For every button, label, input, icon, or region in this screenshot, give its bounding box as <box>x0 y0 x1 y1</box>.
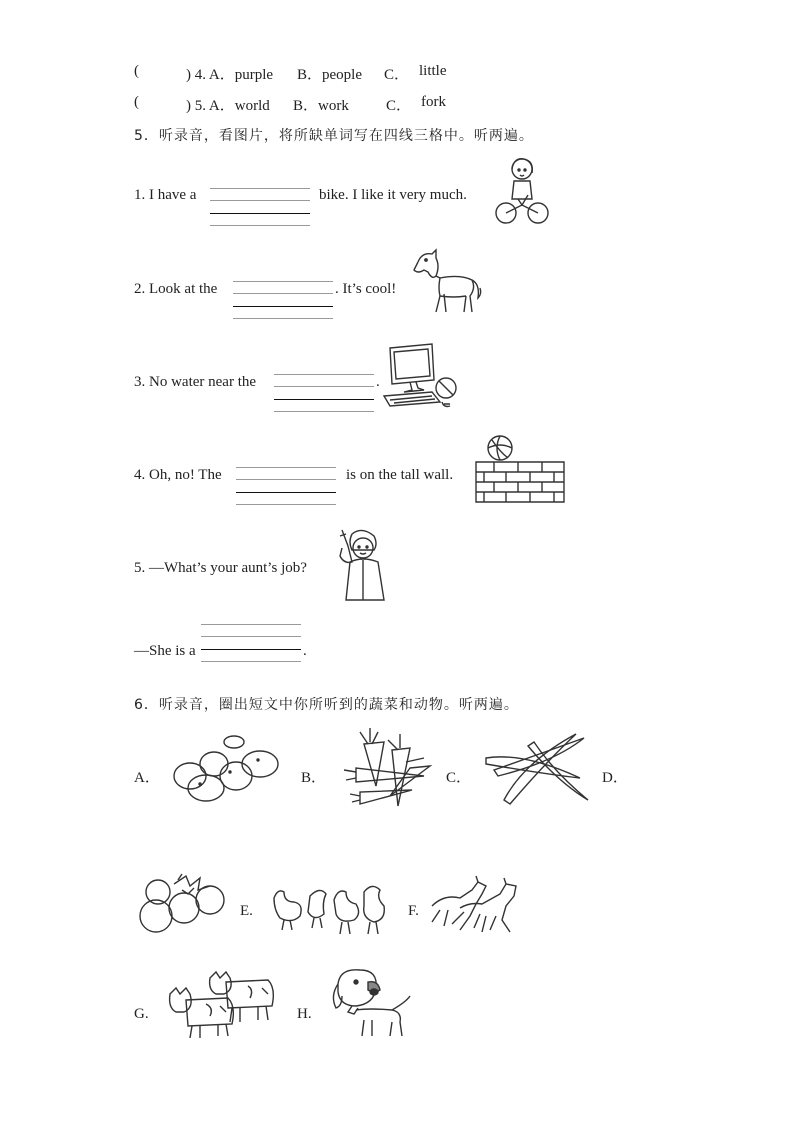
four-line-grid-2[interactable] <box>233 281 333 319</box>
sentence-5-answer-end: . <box>303 643 307 659</box>
nurse-icon <box>334 528 386 602</box>
answer-paren[interactable]: ( <box>134 63 139 79</box>
sentence-1-end: bike. I like it very much. <box>319 187 467 203</box>
option-a: ) 5. A．world <box>186 98 270 114</box>
four-line-grid-5[interactable] <box>201 624 301 662</box>
horse-icon <box>410 248 484 320</box>
option-b-label[interactable]: B． <box>301 770 327 786</box>
section-6-heading: 6．听录音，圈出短文中你所听到的蔬菜和动物。听两遍。 <box>134 697 519 713</box>
option-c-label[interactable]: C． <box>446 770 472 786</box>
option-a-label[interactable]: A． <box>134 770 160 786</box>
sentence-4-end: is on the tall wall. <box>346 467 454 483</box>
computer-icon <box>380 344 464 416</box>
option-c-label: C． <box>384 67 410 83</box>
chickens-icon <box>270 882 392 938</box>
sentence-3-start: 3. No water near the <box>134 374 257 390</box>
option-a: ) 4. A．purple <box>186 67 274 83</box>
cows-icon <box>168 968 280 1040</box>
option-f-label[interactable]: F. <box>408 903 419 919</box>
option-b: B．work <box>293 98 349 114</box>
option-c-label: C． <box>386 98 412 114</box>
option-e-label[interactable]: E. <box>240 903 253 919</box>
ball-on-wall-icon <box>474 434 566 504</box>
horses-icon <box>430 876 524 936</box>
sentence-5-question: 5. —What’s your aunt’s job? <box>134 560 307 576</box>
sentence-2-start: 2. Look at the <box>134 281 218 297</box>
option-c-word: fork <box>421 94 446 110</box>
section-5-heading: 5．听录音，看图片，将所缺单词写在四线三格中。听两遍。 <box>134 128 534 144</box>
option-g-label[interactable]: G. <box>134 1006 149 1022</box>
sentence-1-start: 1. I have a <box>134 187 197 203</box>
option-d-label[interactable]: D． <box>602 770 628 786</box>
carrots-icon <box>340 726 432 812</box>
tomatoes-icon <box>138 872 228 934</box>
sentence-5-answer: —She is a <box>134 643 196 659</box>
sentence-3-end: . <box>376 374 380 390</box>
option-c-word: little <box>419 63 447 79</box>
girl-on-bike-icon <box>494 155 550 227</box>
sentence-2-end: . It’s cool! <box>335 281 397 297</box>
four-line-grid-1[interactable] <box>210 188 310 226</box>
option-h-label[interactable]: H. <box>297 1006 312 1022</box>
potatoes-icon <box>170 732 282 806</box>
green-beans-icon <box>484 732 590 806</box>
four-line-grid-4[interactable] <box>236 467 336 505</box>
sentence-4-start: 4. Oh, no! The <box>134 467 222 483</box>
option-b: B．people <box>297 67 362 83</box>
dog-icon <box>330 966 412 1040</box>
four-line-grid-3[interactable] <box>274 374 374 412</box>
answer-paren[interactable]: ( <box>134 94 139 110</box>
